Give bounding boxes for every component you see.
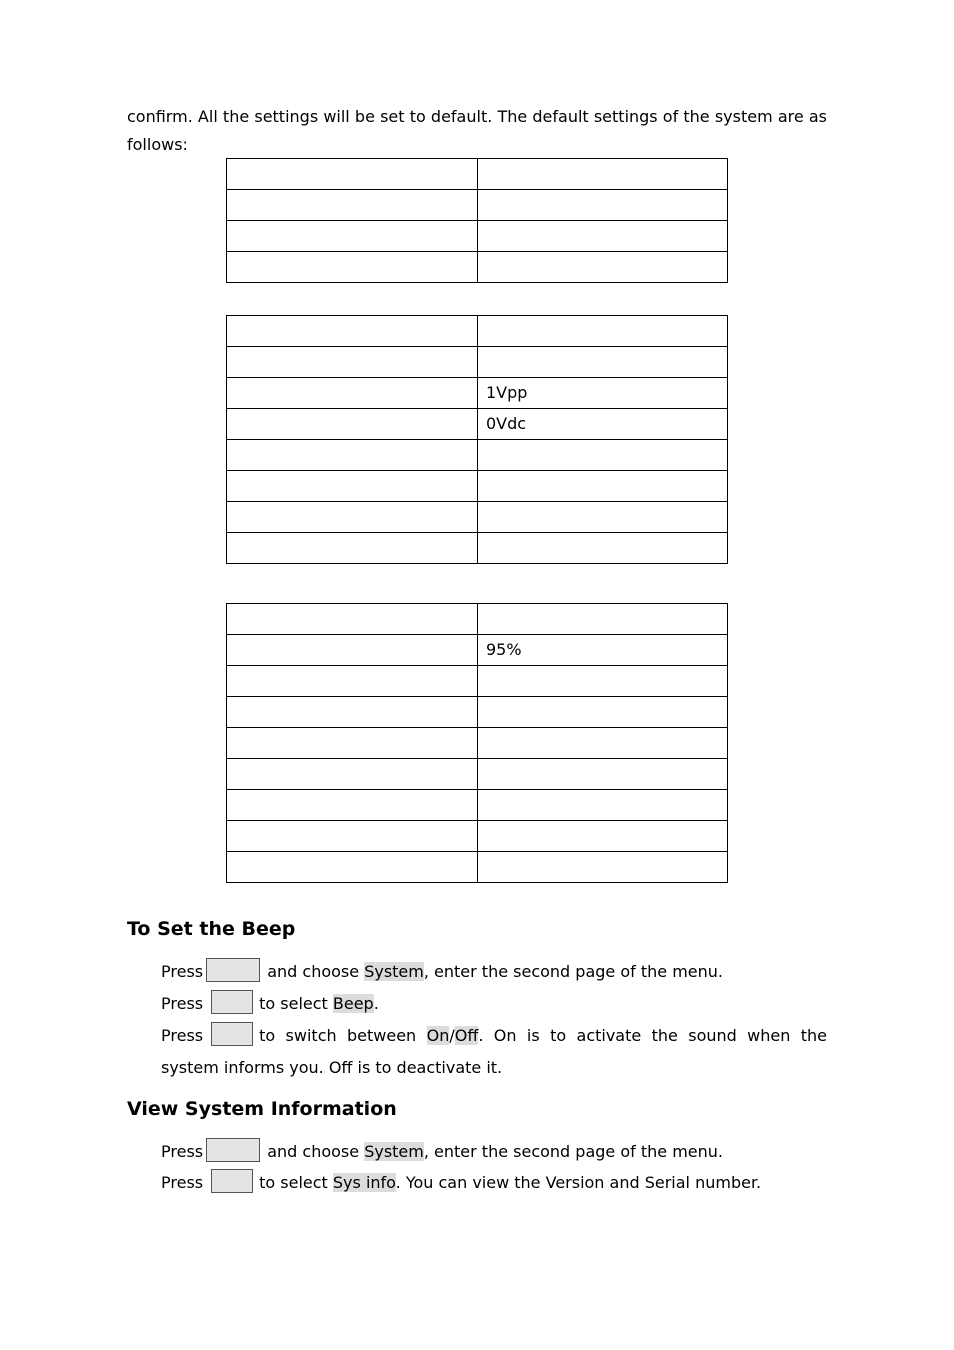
step-text: and choose [267, 962, 360, 981]
utility-key-icon [206, 1138, 260, 1162]
softkey-icon [211, 1022, 253, 1046]
table-row [227, 502, 728, 533]
setting-value-cell: 0Vdc [478, 409, 728, 440]
setting-name-cell [227, 666, 478, 697]
step-text: to select [259, 994, 328, 1013]
setting-name-cell [227, 347, 478, 378]
beep-section-title: To Set the Beep [127, 918, 296, 940]
press-label: Press [161, 1173, 204, 1192]
table-row [227, 190, 728, 221]
slash: / [449, 1026, 455, 1045]
setting-name-cell [227, 190, 478, 221]
step-text: and choose [267, 1142, 360, 1161]
step-text: to select [259, 1173, 328, 1192]
sysinfo-step-2 [161, 1167, 827, 1199]
table-row [227, 316, 728, 347]
menu-term-sys-info: Sys info [332, 1173, 396, 1192]
setting-value-cell [478, 852, 728, 883]
press-label: Press [161, 962, 204, 981]
setting-name-cell [227, 697, 478, 728]
setting-name-cell [227, 759, 478, 790]
table-row [227, 347, 728, 378]
table-row [227, 635, 728, 666]
menu-term-off: Off [454, 1026, 479, 1045]
table-row [227, 252, 728, 283]
setting-name-cell [227, 409, 478, 440]
setting-name-cell [227, 252, 478, 283]
setting-name-cell [227, 378, 478, 409]
sysinfo-section-title: View System Information [127, 1098, 397, 1120]
setting-name-cell [227, 852, 478, 883]
step-text: , enter the second page of the menu. [423, 962, 723, 981]
table-row [227, 728, 728, 759]
beep-step-2 [161, 988, 827, 1020]
setting-value-cell [478, 728, 728, 759]
menu-term-system: System [364, 1142, 424, 1161]
setting-value-cell [478, 252, 728, 283]
setting-value-cell: 95% [478, 635, 728, 666]
table-row [227, 666, 728, 697]
table-row [227, 790, 728, 821]
menu-term-system: System [364, 962, 424, 981]
step-text: . [373, 994, 379, 1013]
table-row [227, 852, 728, 883]
setting-value-cell [478, 502, 728, 533]
setting-name-cell [227, 316, 478, 347]
table-row [227, 378, 728, 409]
setting-value-cell [478, 821, 728, 852]
table-row [227, 440, 728, 471]
setting-value-cell [478, 666, 728, 697]
step-text: . You can view the Version and Serial number. [395, 1173, 762, 1192]
setting-value-cell [478, 316, 728, 347]
softkey-icon [211, 1169, 253, 1193]
setting-name-cell [227, 790, 478, 821]
step-text: , enter the second page of the menu. [423, 1142, 723, 1161]
beep-step-3 [161, 1020, 827, 1084]
softkey-icon [211, 990, 253, 1014]
table-row [227, 759, 728, 790]
setting-value-cell [478, 347, 728, 378]
table-row [227, 697, 728, 728]
defaults-table-1 [226, 158, 728, 283]
setting-name-cell [227, 821, 478, 852]
setting-value-cell [478, 533, 728, 564]
step-text: . On is to activate the sound when the system informs you. Off is to deactivate it. [161, 1026, 828, 1077]
utility-key-icon [206, 958, 260, 982]
setting-value-cell [478, 190, 728, 221]
step-text: to switch between [259, 1026, 417, 1045]
defaults-table-2 [226, 315, 728, 564]
menu-term-on: On [426, 1026, 450, 1045]
press-label: Press [161, 1142, 204, 1161]
sysinfo-step-1 [161, 1136, 827, 1168]
setting-value-cell: 1Vpp [478, 378, 728, 409]
setting-name-cell [227, 533, 478, 564]
setting-value-cell [478, 440, 728, 471]
setting-name-cell [227, 221, 478, 252]
setting-name-cell [227, 502, 478, 533]
setting-name-cell [227, 604, 478, 635]
setting-name-cell [227, 471, 478, 502]
setting-value-cell [478, 159, 728, 190]
setting-name-cell [227, 635, 478, 666]
menu-term-beep: Beep [332, 994, 374, 1013]
beep-step-1 [161, 956, 827, 988]
table-row [227, 221, 728, 252]
table-row [227, 533, 728, 564]
setting-name-cell [227, 440, 478, 471]
setting-value-cell [478, 697, 728, 728]
setting-value-cell [478, 604, 728, 635]
intro-paragraph: confirm. All the settings will be set to default. The default settings of the system are as follows: [127, 107, 827, 154]
table-row [227, 409, 728, 440]
setting-value-cell [478, 759, 728, 790]
press-label: Press [161, 1026, 204, 1045]
press-label: Press [161, 994, 204, 1013]
table-row [227, 159, 728, 190]
setting-name-cell [227, 728, 478, 759]
defaults-table-3 [226, 603, 728, 883]
table-row [227, 821, 728, 852]
setting-value-cell [478, 471, 728, 502]
setting-value-cell [478, 790, 728, 821]
table-row [227, 604, 728, 635]
setting-name-cell [227, 159, 478, 190]
setting-value-cell [478, 221, 728, 252]
table-row [227, 471, 728, 502]
